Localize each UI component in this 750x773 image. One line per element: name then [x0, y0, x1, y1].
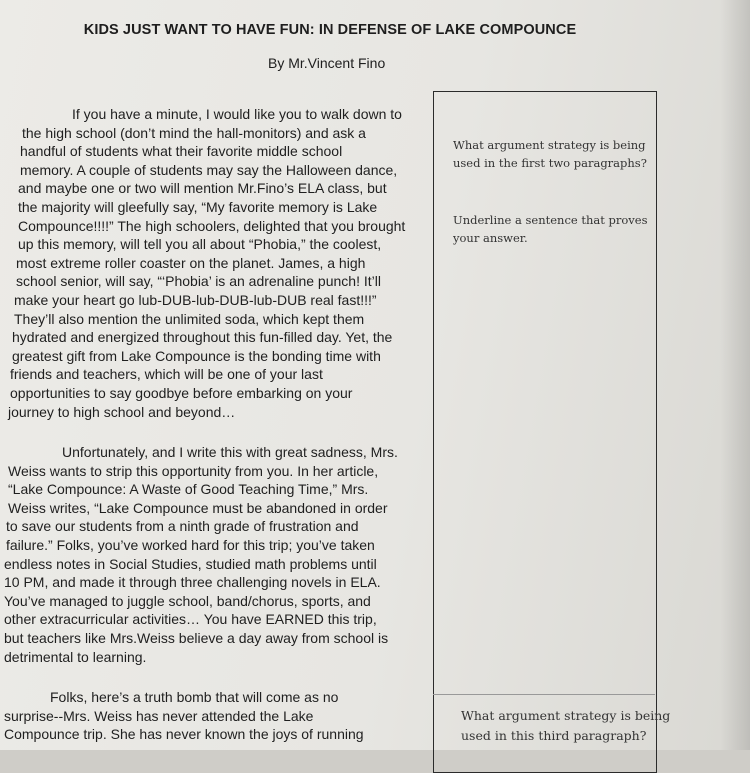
paragraph-line: the high school (don’t mind the hall-monitors) and ask a [22, 124, 366, 141]
paragraph-line: to save our students from a ninth grade of frustration and [6, 518, 359, 535]
margin-question-strategy-1 [453, 136, 647, 172]
paragraph-line: make your heart go lub-DUB-lub-DUB-lub-DUB real fast!!!” [14, 291, 377, 308]
paragraph-3 [4, 688, 430, 744]
paragraph-line: opportunities to say goodbye before embarking on your [10, 384, 353, 401]
paragraph-line: failure.” Folks, you’ve worked hard for this trip; you’ve taken [6, 537, 375, 554]
note-line: What argument strategy is being [453, 138, 646, 152]
paragraph-line: friends and teachers, which will be one of your last [10, 366, 323, 383]
paragraph-line: memory. A couple of students may say the Halloween dance, [20, 161, 398, 178]
paragraph-line: Weiss wants to strip this opportunity from you. In her article, [8, 462, 379, 479]
note-line: your answer. [453, 231, 528, 245]
annotation-margin-box [433, 91, 657, 773]
paragraph-line: handful of students what their favorite middle school [20, 143, 343, 160]
paragraph-line: greatest gift from Lake Compounce is the bonding time with [12, 347, 381, 364]
paragraph-line: and maybe one or two will mention Mr.Fino’s ELA class, but [18, 180, 387, 197]
margin-box-divider [433, 694, 655, 695]
paragraph-line: You’ve managed to juggle school, band/chorus, sports, and [4, 592, 371, 609]
article-byline: By Mr.Vincent Fino [268, 55, 386, 71]
paragraph-line: most extreme roller coaster on the planet. James, a high [16, 254, 366, 271]
paragraph-2 [4, 443, 430, 666]
paragraph-line: surprise--Mrs. Weiss has never attended the Lake [4, 707, 314, 724]
margin-question-strategy-3 [461, 706, 670, 746]
paragraph-line: other extracurricular activities… You have EARNED this trip, [4, 611, 377, 628]
paragraph-line: Weiss writes, “Lake Compounce must be abandoned in order [8, 499, 388, 516]
paragraph-line: Compounce!!!!” The high schoolers, delighted that you brought [18, 217, 406, 234]
paragraph-line: They’ll also mention the unlimited soda, which kept them [14, 310, 365, 327]
paragraph-line: school senior, will say, “‘Phobia’ is an adrenaline punch! It’ll [16, 273, 381, 290]
note-line: What argument strategy is being [461, 708, 671, 723]
paragraph-line: If you have a minute, I would like you to walk down to [72, 106, 402, 122]
paragraph-line: Folks, here’s a truth bomb that will come as no [50, 689, 339, 706]
paragraph-line: detrimental to learning. [4, 648, 147, 665]
note-line: Underline a sentence that proves [453, 213, 648, 227]
article-body [4, 105, 430, 766]
paragraph-line: Unfortunately, and I write this with great sadness, Mrs. [62, 444, 398, 461]
margin-instruction-underline [453, 211, 648, 247]
article-title: KIDS JUST WANT TO HAVE FUN: IN DEFENSE OF LAKE COMPOUNCE [83, 22, 577, 38]
paragraph-line: but teachers like Mrs.Weiss believe a day away from school is [4, 630, 389, 647]
page-edge-shadow [720, 0, 750, 750]
paragraph-line: up this memory, will tell you all about “Phobia,” the coolest, [18, 236, 382, 253]
paragraph-line: the majority will gleefully say, “My favorite memory is Lake [18, 198, 378, 215]
paragraph-line: 10 PM, and made it through three challenging novels in ELA. [4, 574, 381, 591]
paragraph-line: journey to high school and beyond… [8, 403, 236, 420]
paragraph-line: endless notes in Social Studies, studied math problems until [4, 555, 377, 572]
paragraph-line: “Lake Compounce: A Waste of Good Teaching Time,” Mrs. [8, 481, 369, 498]
paragraph-line: Compounce trip. She has never known the joys of running [4, 726, 364, 743]
paragraph-line: hydrated and energized throughout this fun-filled day. Yet, the [12, 329, 393, 346]
note-line: used in this third paragraph? [461, 728, 647, 743]
paragraph-1 [4, 105, 430, 421]
note-line: used in the first two paragraphs? [453, 156, 647, 170]
